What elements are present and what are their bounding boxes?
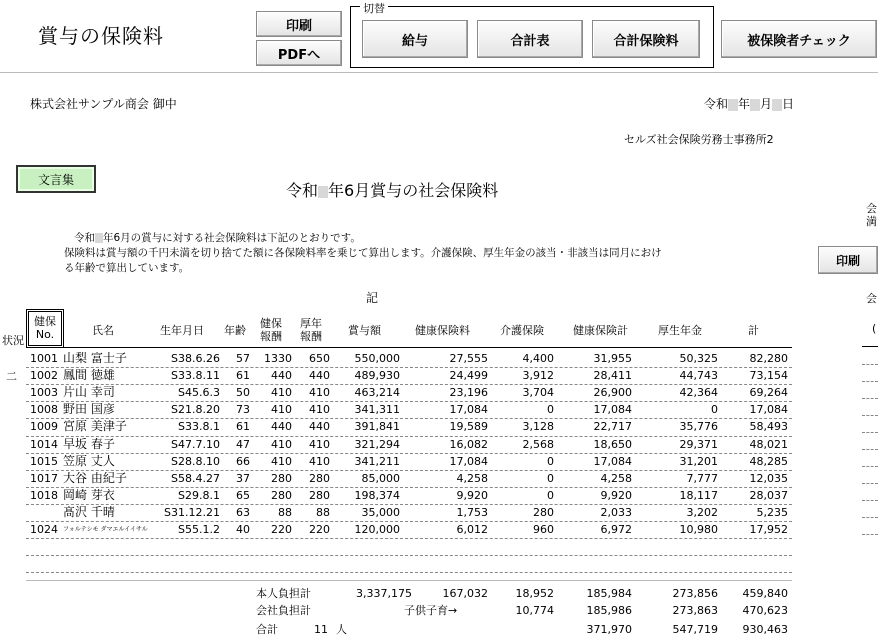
row-divider	[26, 521, 792, 522]
col-total: 計	[748, 324, 759, 337]
row-divider	[26, 436, 792, 437]
cell-health-rem: 220	[271, 523, 292, 536]
cell-health-rem: 1330	[264, 352, 292, 365]
cell-pension: 29,371	[679, 437, 718, 451]
cell-name: 片山 幸司	[63, 386, 115, 400]
summary-top-line	[26, 580, 792, 581]
doc-title-year-blank	[318, 186, 328, 198]
row-divider	[26, 504, 792, 505]
cell-health-total: 26,900	[593, 386, 632, 400]
cell-health-total: 4,258	[600, 471, 632, 485]
cell-total: 82,280	[749, 352, 788, 365]
cell-health-total: 31,955	[593, 352, 632, 365]
cell-health-ins: 27,555	[449, 352, 488, 365]
cell-care-ins: 280	[533, 505, 554, 519]
cell-health-rem: 440	[271, 369, 292, 383]
cell-bonus: 35,000	[361, 505, 400, 519]
right-panel-line-1	[862, 346, 878, 347]
cell-pension-rem: 410	[309, 403, 330, 417]
cell-pension: 31,201	[679, 454, 718, 468]
right-panel-text-3: 会	[866, 292, 877, 305]
page-title: 賞与の保険料	[38, 24, 164, 48]
table-header-line	[26, 347, 792, 348]
cell-pension: 42,364	[679, 386, 718, 400]
grand-pension: 547,719	[672, 623, 718, 636]
cell-care-ins: 0	[547, 454, 554, 468]
cell-age: 40	[236, 523, 250, 536]
cell-age: 47	[236, 437, 250, 451]
cell-bonus: 85,000	[361, 471, 400, 485]
cell-no: 1017	[30, 471, 58, 485]
col-health-rem-line1: 健保	[260, 317, 282, 330]
cell-age: 66	[236, 454, 250, 468]
cell-pension-rem: 280	[309, 471, 330, 485]
right-print-button[interactable]: 印刷	[818, 246, 878, 274]
cell-health-total: 28,411	[593, 369, 632, 383]
cell-pension-rem: 220	[309, 523, 330, 536]
cell-no: 1001	[30, 352, 58, 365]
right-panel-line-2	[862, 364, 878, 365]
cell-name: 大谷 由紀子	[63, 471, 127, 485]
cell-pension: 50,325	[679, 352, 718, 365]
body-line-2: 保険料は賞与額の千円未満を切り捨てた額に各保険料率を乗じて算出します。介護保険、厚生年金の該当・非該当は同月におけ	[64, 247, 662, 259]
cell-care-ins: 2,568	[522, 437, 554, 451]
cell-age: 61	[236, 369, 250, 383]
grand-total-label: 合計	[256, 623, 278, 636]
cell-total: 17,952	[749, 523, 788, 536]
right-panel-line-4	[862, 398, 878, 399]
cell-health-rem: 280	[271, 488, 292, 502]
row-divider	[26, 453, 792, 454]
cell-care-ins: 3,912	[522, 369, 554, 383]
switch-group-label: 切替	[360, 0, 388, 16]
child-label: 子供子育→	[404, 604, 458, 617]
employee-health: 167,032	[442, 587, 488, 600]
cell-health-rem: 410	[271, 403, 292, 417]
cell-total: 58,493	[749, 420, 788, 434]
right-panel-line-5	[862, 415, 878, 416]
cell-health-ins: 23,196	[449, 386, 488, 400]
cell-pension-rem: 410	[309, 454, 330, 468]
cell-health-total: 6,972	[600, 523, 632, 536]
cell-bonus: 463,214	[354, 386, 400, 400]
cell-birth: S33.8.1	[178, 420, 220, 434]
body-line1-suffix: 年6月の賞与に対する社会保険料は下記のとおりです。	[103, 232, 361, 244]
cell-no: 1015	[30, 454, 58, 468]
cell-pension-rem: 440	[309, 369, 330, 383]
cell-age: 73	[236, 403, 250, 417]
col-pension-rem	[300, 317, 322, 343]
cell-pension-rem: 650	[309, 352, 330, 365]
col-insured-no-line1: 健保	[34, 315, 56, 328]
company-htotal: 185,986	[586, 604, 632, 617]
col-health-ins: 健康保険料	[415, 324, 470, 337]
right-panel-line-7	[862, 449, 878, 450]
cell-no: 1024	[30, 523, 58, 536]
right-panel-line-10	[862, 500, 878, 501]
cell-health-rem: 440	[271, 420, 292, 434]
cell-bonus: 198,374	[354, 488, 400, 502]
cell-name: 宮原 美津子	[63, 420, 127, 434]
grand-htotal: 371,970	[586, 623, 632, 636]
cell-name: フォルテシモ ダマエルイイサル	[63, 526, 148, 533]
col-birthdate: 生年月日	[160, 324, 204, 337]
cell-birth: S28.8.10	[171, 454, 220, 468]
cell-age: 65	[236, 488, 250, 502]
cell-pension: 18,117	[679, 488, 718, 502]
cell-health-rem: 280	[271, 471, 292, 485]
cell-name: 野田 国彦	[63, 403, 115, 417]
cell-bonus: 321,294	[354, 437, 400, 451]
cell-health-total: 22,717	[593, 420, 632, 434]
col-insured-no	[28, 311, 62, 346]
cell-pension-rem: 88	[316, 505, 330, 519]
col-name: 氏名	[92, 324, 114, 337]
col-pension: 厚生年金	[658, 324, 702, 337]
cell-health-ins: 9,920	[456, 488, 488, 502]
insured-check-button[interactable]: 被保険者チェック	[721, 20, 877, 58]
col-health-total: 健康保険計	[573, 324, 628, 337]
cell-health-ins: 24,499	[449, 369, 488, 383]
cell-no: 1018	[30, 488, 58, 502]
cell-birth: S45.6.3	[178, 386, 220, 400]
cell-name: 早坂 春子	[63, 437, 115, 451]
cell-pension-rem: 440	[309, 420, 330, 434]
doc-title-suffix: 年6月賞与の社会保険料	[328, 181, 499, 200]
date-year-blank	[728, 99, 738, 111]
cell-care-ins: 3,128	[522, 420, 554, 434]
row-divider	[26, 384, 792, 385]
grand-total: 930,463	[742, 623, 788, 636]
switch-total-insurance-button[interactable]: 合計保険料	[592, 20, 700, 58]
cell-total: 69,264	[749, 386, 788, 400]
body-line-3: る年齢で算出しています。	[64, 262, 190, 274]
cell-total: 12,035	[749, 471, 788, 485]
cell-no: 1008	[30, 403, 58, 417]
cell-pension: 0	[711, 403, 718, 417]
employee-care: 18,952	[515, 587, 554, 600]
company-total-label: 会社負担計	[256, 604, 311, 617]
right-panel-line-6	[862, 432, 878, 433]
cell-pension: 10,980	[679, 523, 718, 536]
employee-bonus: 3,337,175	[356, 587, 412, 600]
date-month-blank	[750, 99, 760, 111]
row-divider	[26, 470, 792, 471]
employee-total-label: 本人負担計	[256, 587, 311, 600]
cell-care-ins: 4,400	[522, 352, 554, 365]
col-insured-no-line2: No.	[35, 328, 55, 341]
col-status: 状況	[2, 334, 24, 347]
cell-health-total: 18,650	[593, 437, 632, 451]
row-divider	[26, 401, 792, 402]
row-divider	[26, 367, 792, 368]
cell-bonus: 120,000	[354, 523, 400, 536]
cell-total: 5,235	[756, 505, 788, 519]
cell-bonus: 489,930	[354, 369, 400, 383]
right-panel-line-8	[862, 466, 878, 467]
headcount-unit: 人	[336, 623, 347, 636]
cell-care-ins: 0	[547, 403, 554, 417]
col-pension-rem-line2: 報酬	[300, 330, 322, 343]
cell-pension-rem: 410	[309, 386, 330, 400]
cell-name: 鳳間 徳雄	[63, 369, 115, 383]
date-era: 令和	[704, 97, 729, 111]
cell-health-rem: 410	[271, 437, 292, 451]
cell-age: 63	[236, 505, 250, 519]
switch-salary-button[interactable]: 給与	[362, 20, 468, 58]
company-total: 470,623	[742, 604, 788, 617]
date-day: 日	[782, 97, 795, 111]
cell-total: 73,154	[749, 369, 788, 383]
cell-birth: S29.8.1	[178, 488, 220, 502]
cell-age: 50	[236, 386, 250, 400]
cell-name: 笠原 丈人	[63, 454, 115, 468]
employee-total: 459,840	[742, 587, 788, 600]
cell-care-ins: 0	[547, 471, 554, 485]
cell-age: 61	[236, 420, 250, 434]
body-line1-prefix: 令和	[74, 232, 95, 244]
addressee: 株式会社サンプル商会 御中	[30, 97, 177, 111]
cell-health-ins: 4,258	[456, 471, 488, 485]
cell-health-rem: 88	[278, 505, 292, 519]
col-care-ins: 介護保険	[500, 324, 544, 337]
cell-bonus: 550,000	[354, 352, 400, 365]
cell-total: 17,084	[749, 403, 788, 417]
cell-pension-rem: 410	[309, 437, 330, 451]
cell-name: 岡崎 芽衣	[63, 488, 115, 502]
cell-total: 28,037	[749, 488, 788, 502]
cell-no: 1003	[30, 386, 58, 400]
cell-health-total: 9,920	[600, 488, 632, 502]
right-panel-line-12	[862, 534, 878, 535]
cell-health-ins: 17,084	[449, 454, 488, 468]
right-panel-text-1: 会	[866, 202, 877, 215]
cell-birth: S33.8.11	[171, 369, 220, 383]
cell-health-rem: 410	[271, 454, 292, 468]
cell-total: 48,021	[749, 437, 788, 451]
date-month: 月	[760, 97, 773, 111]
col-age: 年齢	[224, 324, 246, 337]
body-year-blank	[95, 233, 103, 243]
sender: セルズ社会保険労務士事務所2	[624, 133, 774, 146]
cell-health-ins: 17,084	[449, 403, 488, 417]
phrases-button[interactable]: 文言集	[16, 165, 96, 193]
pdf-button[interactable]: PDFへ	[256, 40, 342, 66]
cell-birth: S55.1.2	[178, 523, 220, 536]
right-panel-text-2: 満	[866, 215, 877, 228]
cell-no: 1009	[30, 420, 58, 434]
letter-date	[704, 95, 794, 112]
col-pension-rem-line1: 厚年	[300, 317, 322, 330]
employee-pension: 273,856	[672, 587, 718, 600]
cell-care-ins: 3,704	[522, 386, 554, 400]
empty-row-divider	[26, 572, 792, 573]
cell-total: 48,285	[749, 454, 788, 468]
cell-pension-rem: 280	[309, 488, 330, 502]
date-day-blank	[772, 99, 782, 111]
ki-label: 記	[366, 291, 379, 305]
cell-care-ins: 960	[533, 523, 554, 536]
cell-pension: 35,776	[679, 420, 718, 434]
right-panel-text-4: (	[872, 322, 877, 335]
cell-health-ins: 19,589	[449, 420, 488, 434]
cell-pension: 44,743	[679, 369, 718, 383]
cell-age: 37	[236, 471, 250, 485]
row-divider	[26, 487, 792, 488]
row-divider	[26, 418, 792, 419]
row-divider	[26, 538, 792, 539]
cell-birth: S58.4.27	[171, 471, 220, 485]
cell-bonus: 391,841	[354, 420, 400, 434]
cell-birth: S47.7.10	[171, 437, 220, 451]
right-panel-line-9	[862, 483, 878, 484]
header-divider	[0, 72, 878, 73]
cell-name: 山梨 富士子	[63, 352, 127, 365]
col-bonus: 賞与額	[348, 324, 381, 337]
doc-title-prefix: 令和	[286, 181, 319, 200]
cell-health-total: 17,084	[593, 403, 632, 417]
cell-no: 1002	[30, 369, 58, 383]
company-pension: 273,863	[672, 604, 718, 617]
right-panel-line-11	[862, 517, 878, 518]
body-line-1	[74, 230, 361, 245]
cell-bonus: 341,311	[354, 403, 400, 417]
cell-health-total: 17,084	[593, 454, 632, 468]
col-health-rem-line2: 報酬	[260, 330, 282, 343]
child-value: 10,774	[515, 604, 554, 617]
col-health-rem	[260, 317, 282, 343]
cell-birth: S21.8.20	[171, 403, 220, 417]
cell-no: 1014	[30, 437, 58, 451]
headcount: 11	[314, 623, 328, 636]
cell-birth: S31.12.21	[164, 505, 220, 519]
document-title	[286, 178, 498, 201]
cell-health-ins: 6,012	[456, 523, 488, 536]
cell-pension: 7,777	[686, 471, 718, 485]
cell-pension: 3,202	[686, 505, 718, 519]
cell-health-rem: 410	[271, 386, 292, 400]
right-panel-line-3	[862, 381, 878, 382]
cell-age: 57	[236, 352, 250, 365]
print-button[interactable]: 印刷	[256, 11, 342, 37]
cell-name: 髙沢 千晴	[63, 505, 115, 519]
cell-health-ins: 16,082	[449, 437, 488, 451]
employee-htotal: 185,984	[586, 587, 632, 600]
cell-health-total: 2,033	[600, 505, 632, 519]
status-mark: 二	[6, 370, 17, 383]
switch-summary-button[interactable]: 合計表	[477, 20, 583, 58]
cell-birth: S38.6.26	[171, 352, 220, 365]
cell-bonus: 341,211	[354, 454, 400, 468]
cell-care-ins: 0	[547, 488, 554, 502]
empty-row-divider	[26, 555, 792, 556]
cell-health-ins: 1,753	[456, 505, 488, 519]
date-year: 年	[738, 97, 751, 111]
